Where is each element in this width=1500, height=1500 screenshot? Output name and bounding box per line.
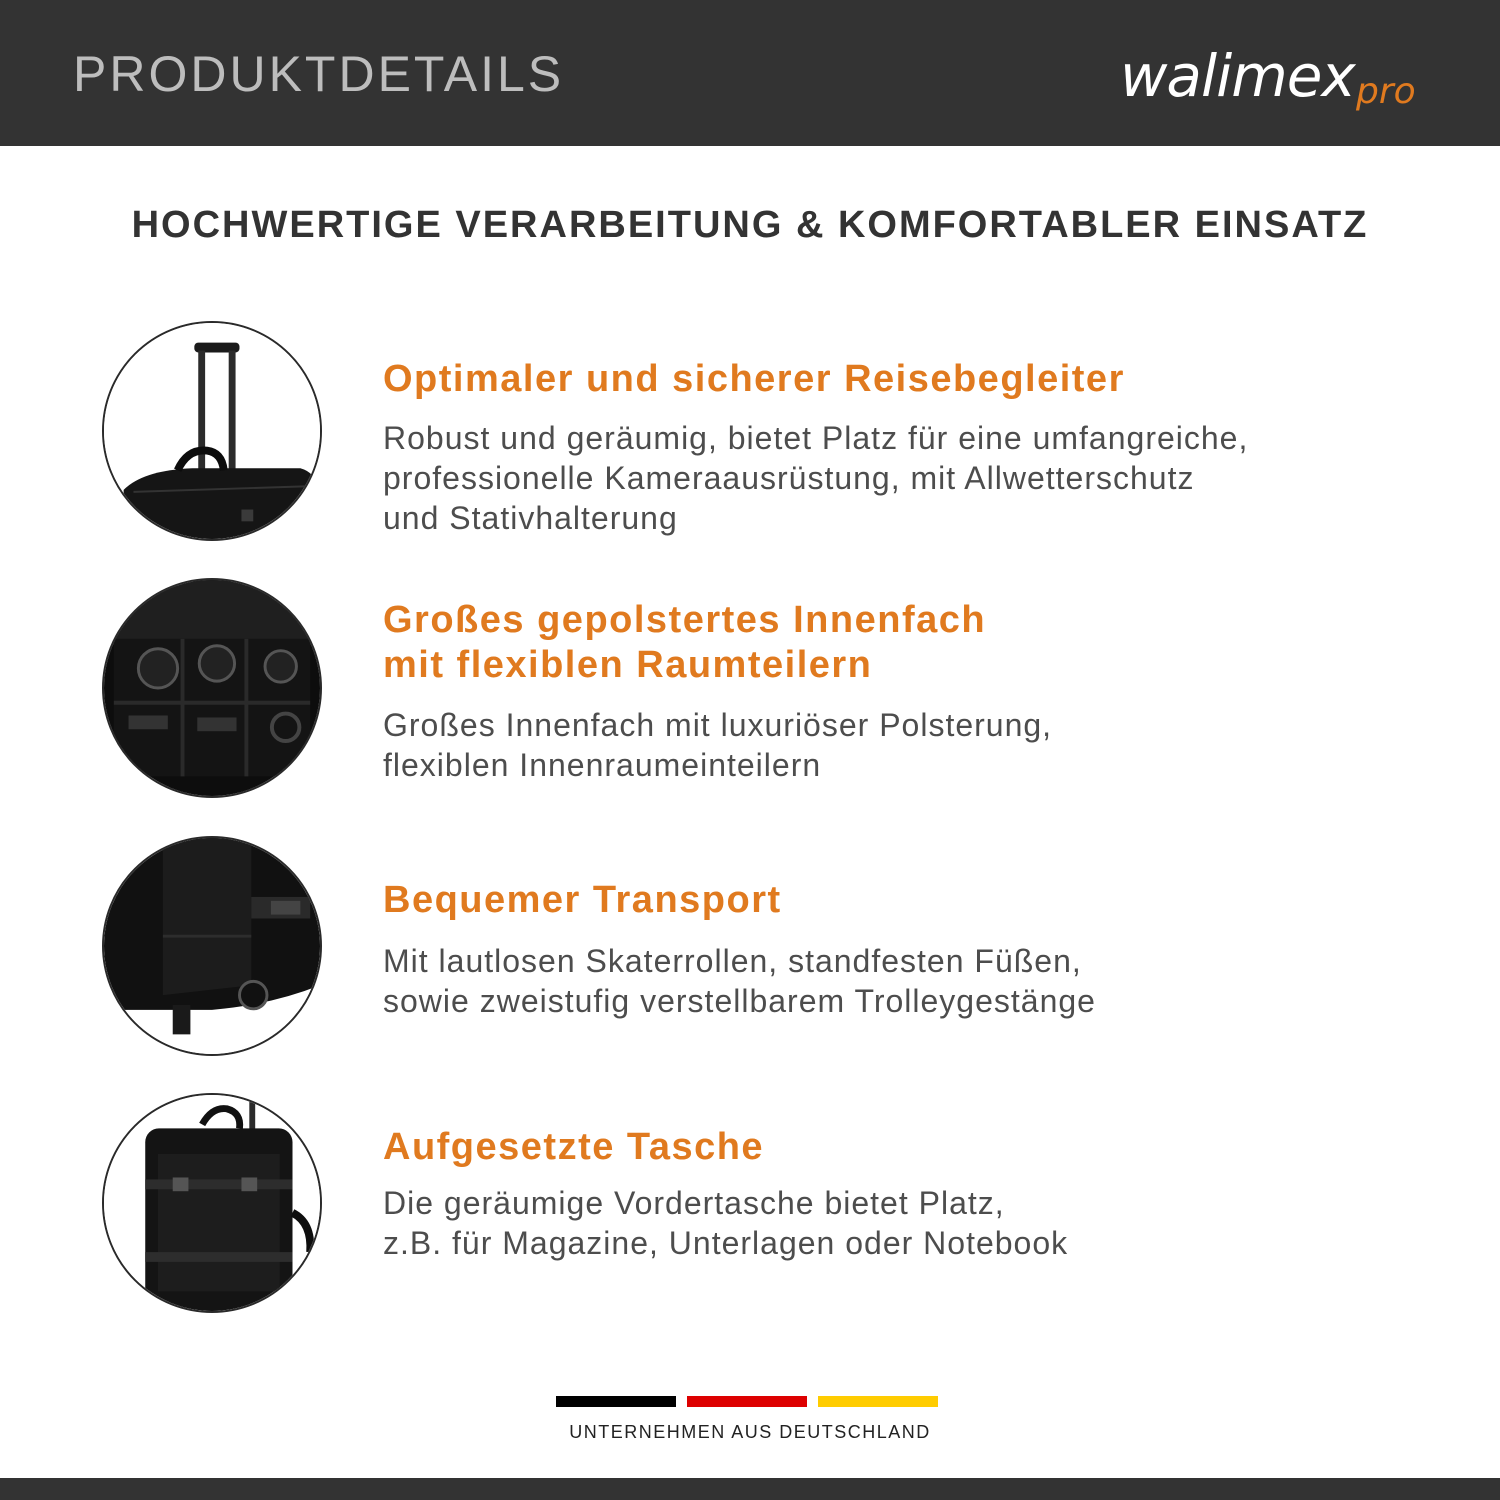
brand-logo-sub: pro <box>1356 71 1416 112</box>
feature-title: Bequemer Transport <box>383 879 782 921</box>
wheels-transport-photo <box>102 836 322 1056</box>
trolley-bag-handle-photo <box>102 321 322 541</box>
flag-stripe-black <box>556 1396 676 1407</box>
feature-title: mit flexiblen Raumteilern <box>383 644 873 686</box>
feature-description-line: sowie zweistufig verstellbarem Trolleygestänge <box>383 983 1096 1019</box>
feature-description-line: Die geräumige Vordertasche bietet Platz, <box>383 1185 1005 1221</box>
main-heading: HOCHWERTIGE VERARBEITUNG & KOMFORTABLER EINSATZ <box>131 204 1369 246</box>
feature-title: Aufgesetzte Tasche <box>383 1126 765 1168</box>
footer-bar <box>0 1478 1500 1500</box>
feature-description-line: flexiblen Innenraumeinteilern <box>383 747 822 783</box>
feature-description-line: Großes Innenfach mit luxuriöser Polsterung, <box>383 707 1053 743</box>
feature-title: Großes gepolstertes Innenfach <box>383 599 987 641</box>
feature-description-line: Robust und geräumig, bietet Platz für eine umfangreiche, <box>383 420 1249 456</box>
feature-description-line: z.B. für Magazine, Unterlagen oder Notebook <box>383 1225 1069 1261</box>
company-origin-label: UNTERNEHMEN AUS DEUTSCHLAND <box>569 1422 931 1442</box>
header-bar <box>0 0 1500 146</box>
padded-interior-compartment-photo <box>102 578 322 798</box>
feature-description-line: professionelle Kameraausrüstung, mit Allwetterschutz <box>383 460 1195 496</box>
feature-description-line: und Stativhalterung <box>383 500 678 536</box>
header-title: PRODUKTDETAILS <box>73 46 565 102</box>
flag-stripe-red <box>687 1396 807 1407</box>
feature-description-line: Mit lautlosen Skaterrollen, standfesten Füßen, <box>383 943 1082 979</box>
brand-logo-main: walimex <box>1120 42 1355 110</box>
feature-title: Optimaler und sicherer Reisebegleiter <box>383 358 1125 400</box>
flag-stripe-gold <box>818 1396 938 1407</box>
front-pocket-bag-photo <box>102 1093 322 1313</box>
